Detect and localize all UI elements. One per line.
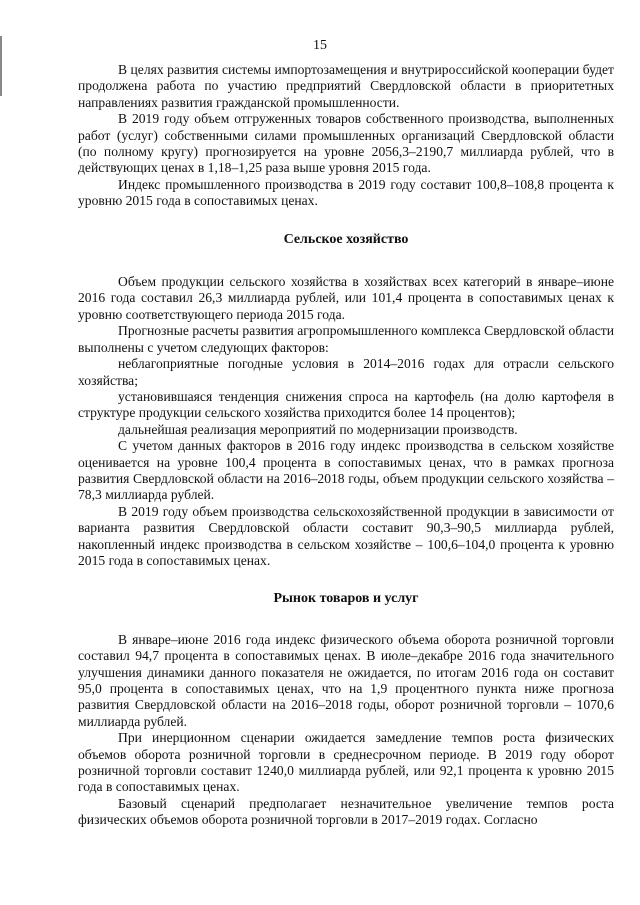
paragraph: В целях развития системы импортозамещения и внутрироссийской кооперации будет продолжена работа по участию предприятий Свердловской области в приоритетных направлениях развития гражданской промышленности. <box>78 62 614 110</box>
paragraph: неблагоприятные погодные условия в 2014–2016 годах для отрасли сельского хозяйства; <box>78 356 614 388</box>
paragraph: установившаяся тенденция снижения спроса на картофель (на долю картофеля в структуре продукции сельского хозяйства приходится более 14 процентов); <box>78 388 614 421</box>
paragraph: дальнейшая реализация мероприятий по модернизации производств. <box>118 421 518 437</box>
document-body <box>78 62 614 829</box>
section-heading-agriculture: Сельское хозяйство <box>283 231 409 247</box>
paragraph: В 2019 году объем производства сельскохозяйственной продукции в зависимости от варианта развития Свердловской области составит 90,3–90,5 миллиарда рублей, накопленный индекс производства в сельском хозяйстве – 100,6–104,0 процента к уровню 2015 года в сопоставимых ценах. <box>78 503 614 568</box>
paragraph: В 2019 году объем отгруженных товаров собственного производства, выполненных работ (услуг) собственными силами промышленных организаций Свердловской области (по полному кругу) прогнозируется на уровне 2056,3–2190,7 миллиарда рублей, что в действующих ценах в 1,18–1,25 раза выше уровня 2015 года. <box>78 111 614 176</box>
paragraph: В январе–июне 2016 года индекс физического объема оборота розничной торговли составил 94,7 процента в сопоставимых ценах. В июле–декабре 2016 года значительного улучшения динамики данного показателя не ожидается, по итогам 2016 года он составит 95,0 процента в сопоставимых ценах, что на 1,9 процентного пункта ниже прогноза развития Свердловской области на 2016–2018 годы, оборот розничной торговли – 1070,6 миллиарда рублей. <box>78 631 614 729</box>
page-number: 15 <box>313 38 327 53</box>
paragraph: С учетом данных факторов в 2016 году индекс производства в сельском хозяйстве оценивается на уровне 100,4 процента в сопоставимых ценах, что в рамках прогноза развития Свердловской области на 2016–2018 годы, объем продукции сельского хозяйства – 78,3 миллиарда рублей. <box>78 438 614 503</box>
paragraph: Прогнозные расчеты развития агропромышленного комплекса Свердловской области выполнены с учетом следующих факторов: <box>78 323 614 355</box>
paragraph: Объем продукции сельского хозяйства в хозяйствах всех категорий в январе–июне 2016 года составил 26,3 миллиарда рублей, или 101,4 процента в сопоставимых ценах к уровню соответствующего периода 2015 года. <box>78 274 614 322</box>
paragraph: При инерционном сценарии ожидается замедление темпов роста физических объемов оборота розничной торговли в среднесрочном периоде. В 2019 году оборот розничной торговли составит 1240,0 миллиарда рублей, или 92,1 процента к уровню 2015 года в сопоставимых ценах. <box>78 730 614 795</box>
paragraph: Индекс промышленного производства в 2019 году составит 100,8–108,8 процента к уровню 2015 года в сопоставимых ценах. <box>78 176 614 209</box>
paragraph: Базовый сценарий предполагает незначительное увеличение темпов роста физических объемов оборота розничной торговли в 2017–2019 годах. Согласно <box>78 795 614 828</box>
section-heading-retail-market: Рынок товаров и услуг <box>273 591 419 607</box>
